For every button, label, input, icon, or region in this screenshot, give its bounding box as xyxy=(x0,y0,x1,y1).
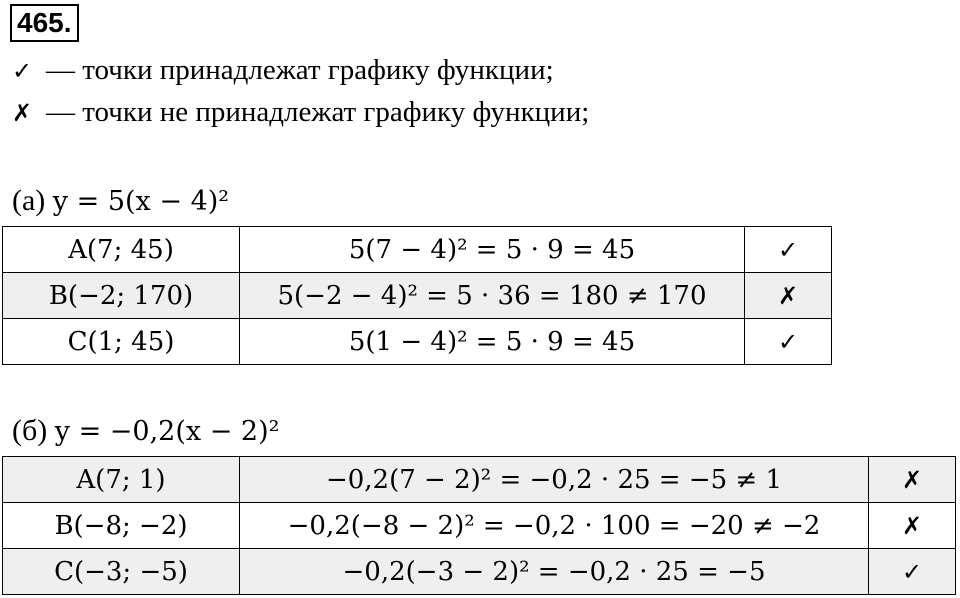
legend-item-belongs xyxy=(12,54,554,87)
part-a-label: (а) xyxy=(12,184,46,217)
table-row xyxy=(3,227,832,273)
part-a-heading xyxy=(12,184,229,218)
calculation-cell: 5(1 − 4)² = 5 · 9 = 45 xyxy=(240,319,745,365)
calculation-cell: −0,2(−8 − 2)² = −0,2 · 100 = −20 ≠ −2 xyxy=(240,503,869,549)
problem-number: 465. xyxy=(10,4,79,42)
legend-text: — точки не принадлежат графику функции; xyxy=(46,96,590,128)
legend-item-not-belongs xyxy=(12,96,589,129)
table-row xyxy=(3,503,956,549)
table-row xyxy=(3,457,956,503)
table-row xyxy=(3,549,956,595)
part-b-table xyxy=(2,456,956,595)
cross-icon: ✗ xyxy=(745,273,832,319)
table-row xyxy=(3,319,832,365)
check-icon: ✓ xyxy=(869,549,956,595)
point-cell: A(7; 1) xyxy=(3,457,240,503)
cross-icon: ✗ xyxy=(869,457,956,503)
calculation-cell: 5(−2 − 4)² = 5 · 36 = 180 ≠ 170 xyxy=(240,273,745,319)
calculation-cell: −0,2(7 − 2)² = −0,2 · 25 = −5 ≠ 1 xyxy=(240,457,869,503)
part-a-formula: y = 5(x − 4)² xyxy=(52,186,230,217)
cross-icon: ✗ xyxy=(12,99,33,127)
calculation-cell: −0,2(−3 − 2)² = −0,2 · 25 = −5 xyxy=(240,549,869,595)
point-cell: B(−8; −2) xyxy=(3,503,240,549)
legend-text: — точки принадлежат графику функции; xyxy=(46,54,554,86)
check-icon: ✓ xyxy=(745,227,832,273)
point-cell: B(−2; 170) xyxy=(3,273,240,319)
part-a-table xyxy=(2,226,832,365)
check-icon: ✓ xyxy=(745,319,832,365)
point-cell: A(7; 45) xyxy=(3,227,240,273)
table-row xyxy=(3,273,832,319)
point-cell: C(1; 45) xyxy=(3,319,240,365)
calculation-cell: 5(7 − 4)² = 5 · 9 = 45 xyxy=(240,227,745,273)
point-cell: C(−3; −5) xyxy=(3,549,240,595)
cross-icon: ✗ xyxy=(869,503,956,549)
part-b-label: (б) xyxy=(12,414,48,447)
part-b-formula: y = −0,2(x − 2)² xyxy=(54,416,280,447)
check-icon: ✓ xyxy=(12,57,33,85)
part-b-heading xyxy=(12,414,279,448)
